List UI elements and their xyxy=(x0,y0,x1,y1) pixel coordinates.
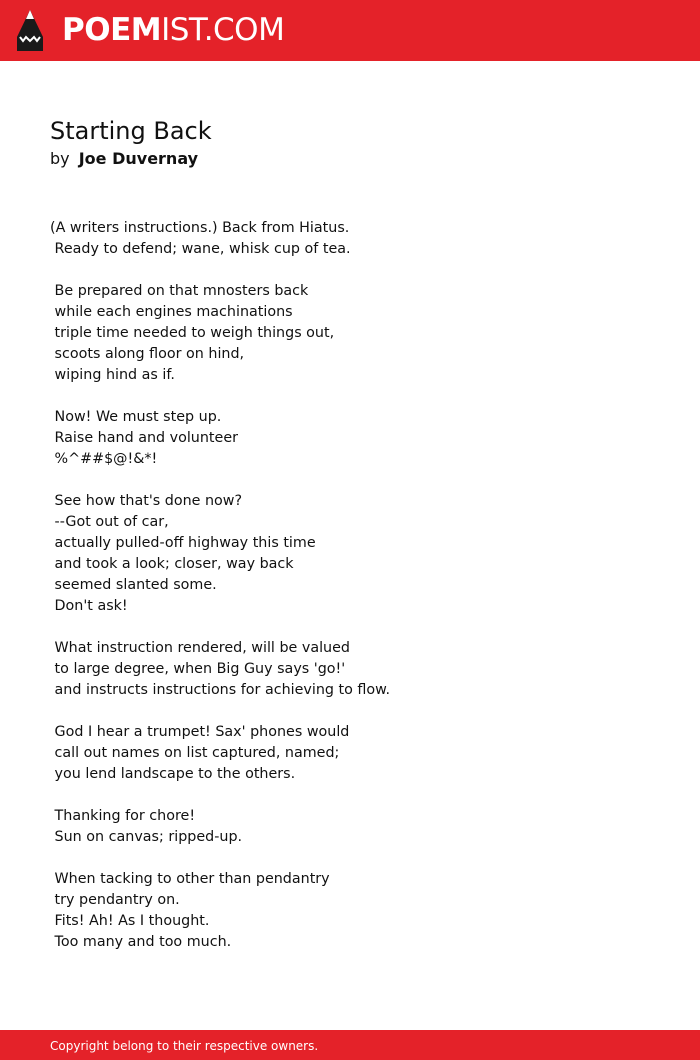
poem-body: (A writers instructions.) Back from Hiatus. Ready to defend; wane, whisk cup of tea. Be prepared on that mnosters back while each engines machinations triple time needed to weigh things out, scoots along floor on hind, wiping hind as if. Now! We must step up. Raise hand and volunteer %^##$@!&*! See how that's done now? --Got out of car, actually pulled-off highway this time and took a look; closer, way back seemed slanted some. Don't ask! What instruction rendered, will be valued to large degree, when Big Guy says 'go!' and instructs instructions for achieving to flow. God I hear a trumpet! Sax' phones would call out names on list captured, named; you lend landscape to the others. Thanking for chore! Sun on canvas; ripped-up. When tacking to other than pendantry try pendantry on. Fits! Ah! As I thought. Too many and too much. xyxy=(50,220,391,950)
byline xyxy=(50,148,198,170)
site-footer xyxy=(0,1030,700,1060)
by-label: by xyxy=(50,149,70,168)
site-header xyxy=(0,0,700,61)
author-name: Joe Duvernay xyxy=(78,149,199,168)
site-logo[interactable] xyxy=(62,12,284,48)
brand-light: IST.COM xyxy=(161,12,285,48)
brand-bold: POEM xyxy=(62,12,162,48)
copyright-text: Copyright belong to their respective owners. xyxy=(50,1039,319,1053)
pencil-tip-icon[interactable] xyxy=(17,10,43,51)
poem-title: Starting Back xyxy=(50,117,212,145)
